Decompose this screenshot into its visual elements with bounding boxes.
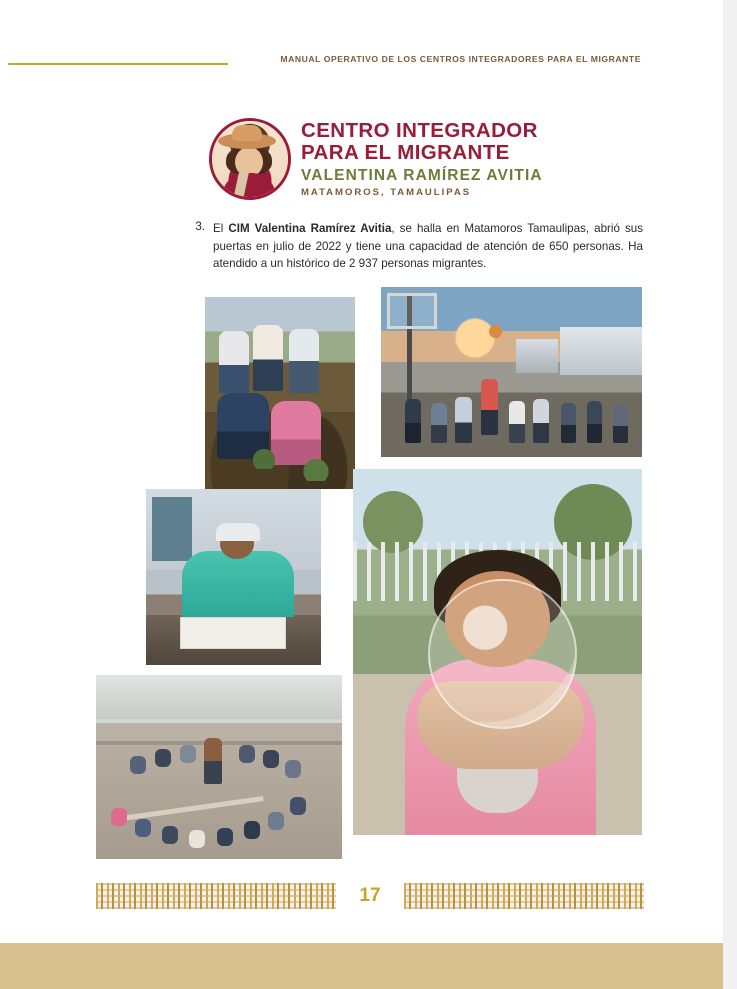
- photo-figure: [285, 760, 301, 778]
- photo-notebook: [180, 617, 286, 649]
- photo-building: [516, 339, 558, 373]
- photo-figure: [268, 812, 284, 830]
- photo-basketball-ball: [489, 325, 502, 338]
- photo-figure: [217, 828, 233, 846]
- logo-line-4: MATAMOROS, TAMAULIPAS: [301, 186, 472, 198]
- photo-figure: [290, 797, 306, 815]
- photo-figure: [271, 401, 321, 465]
- page-header: [0, 50, 723, 78]
- photo-writing: [146, 489, 321, 665]
- photo-figure: [561, 403, 576, 443]
- photo-figure: [263, 750, 279, 768]
- header-title: MANUAL OPERATIVO DE LOS CENTROS INTEGRADORES PARA EL MIGRANTE: [280, 54, 641, 64]
- photo-figure: [253, 325, 283, 391]
- photo-garden: [205, 297, 355, 489]
- paragraph-lead: El: [213, 222, 229, 235]
- photo-figure: [405, 399, 421, 443]
- photo-figure: [135, 819, 151, 837]
- page-top-margin: [0, 0, 737, 34]
- photo-figure: [533, 399, 549, 443]
- list-item: [183, 220, 643, 273]
- photo-bubble: [353, 469, 642, 835]
- ornament-left: [96, 883, 336, 909]
- page-footer: [0, 883, 723, 917]
- logo-line-2: PARA EL MIGRANTE: [301, 140, 510, 164]
- photo-figure: [481, 379, 498, 435]
- header-rule: [8, 63, 228, 65]
- photo-circle: [96, 675, 342, 859]
- cim-logo: [209, 118, 569, 198]
- list-item-number: 3.: [195, 220, 205, 233]
- list-item-text: [213, 220, 643, 273]
- photo-figure: [130, 756, 146, 774]
- photo-soap-bubble: [428, 579, 577, 729]
- photo-figure: [239, 745, 255, 763]
- photo-figure: [111, 808, 127, 826]
- photo-figure: [455, 397, 472, 443]
- page-bottom-band: [0, 943, 723, 989]
- photo-figure: [204, 738, 222, 784]
- photo-plant: [251, 447, 277, 469]
- ornament-right: [404, 883, 644, 909]
- photo-figure: [244, 821, 260, 839]
- photo-figure: [182, 551, 294, 617]
- paragraph-rest: , se halla en Matamoros Tamaulipas, abrió sus puertas en julio de 2022 y tiene una capacidad de atención de 650 personas. Ha atendido a un histórico de 2 937 personas migrantes.: [213, 222, 643, 271]
- photo-plant: [301, 457, 331, 481]
- photo-figure: [289, 329, 319, 393]
- photo-figure-cap: [216, 523, 260, 541]
- page-number: 17: [359, 885, 381, 906]
- photo-hoop-board: [387, 293, 437, 329]
- photo-building: [560, 327, 642, 375]
- logo-text-block: [301, 120, 569, 198]
- paragraph-bold: CIM Valentina Ramírez Avitia: [228, 222, 392, 235]
- photo-figure: [219, 331, 249, 393]
- page-bottom-gap: [0, 932, 723, 943]
- photo-figure: [509, 401, 525, 443]
- photo-figure: [613, 405, 628, 443]
- logo-line-3: VALENTINA RAMÍREZ AVITIA: [301, 166, 543, 184]
- badge-hat-crown: [232, 125, 262, 141]
- page-right-edge: [723, 0, 737, 989]
- photo-wall: [96, 675, 342, 719]
- photo-basketball: [381, 287, 642, 457]
- photo-figure: [162, 826, 178, 844]
- logo-line-1: CENTRO INTEGRADOR: [301, 119, 538, 142]
- portrait-badge-icon: [209, 118, 291, 200]
- photo-figure: [155, 749, 171, 767]
- photo-figure: [180, 745, 196, 763]
- photo-figure: [431, 403, 447, 443]
- photo-door: [152, 497, 192, 561]
- photo-figure: [189, 830, 205, 848]
- photo-figure: [587, 401, 602, 443]
